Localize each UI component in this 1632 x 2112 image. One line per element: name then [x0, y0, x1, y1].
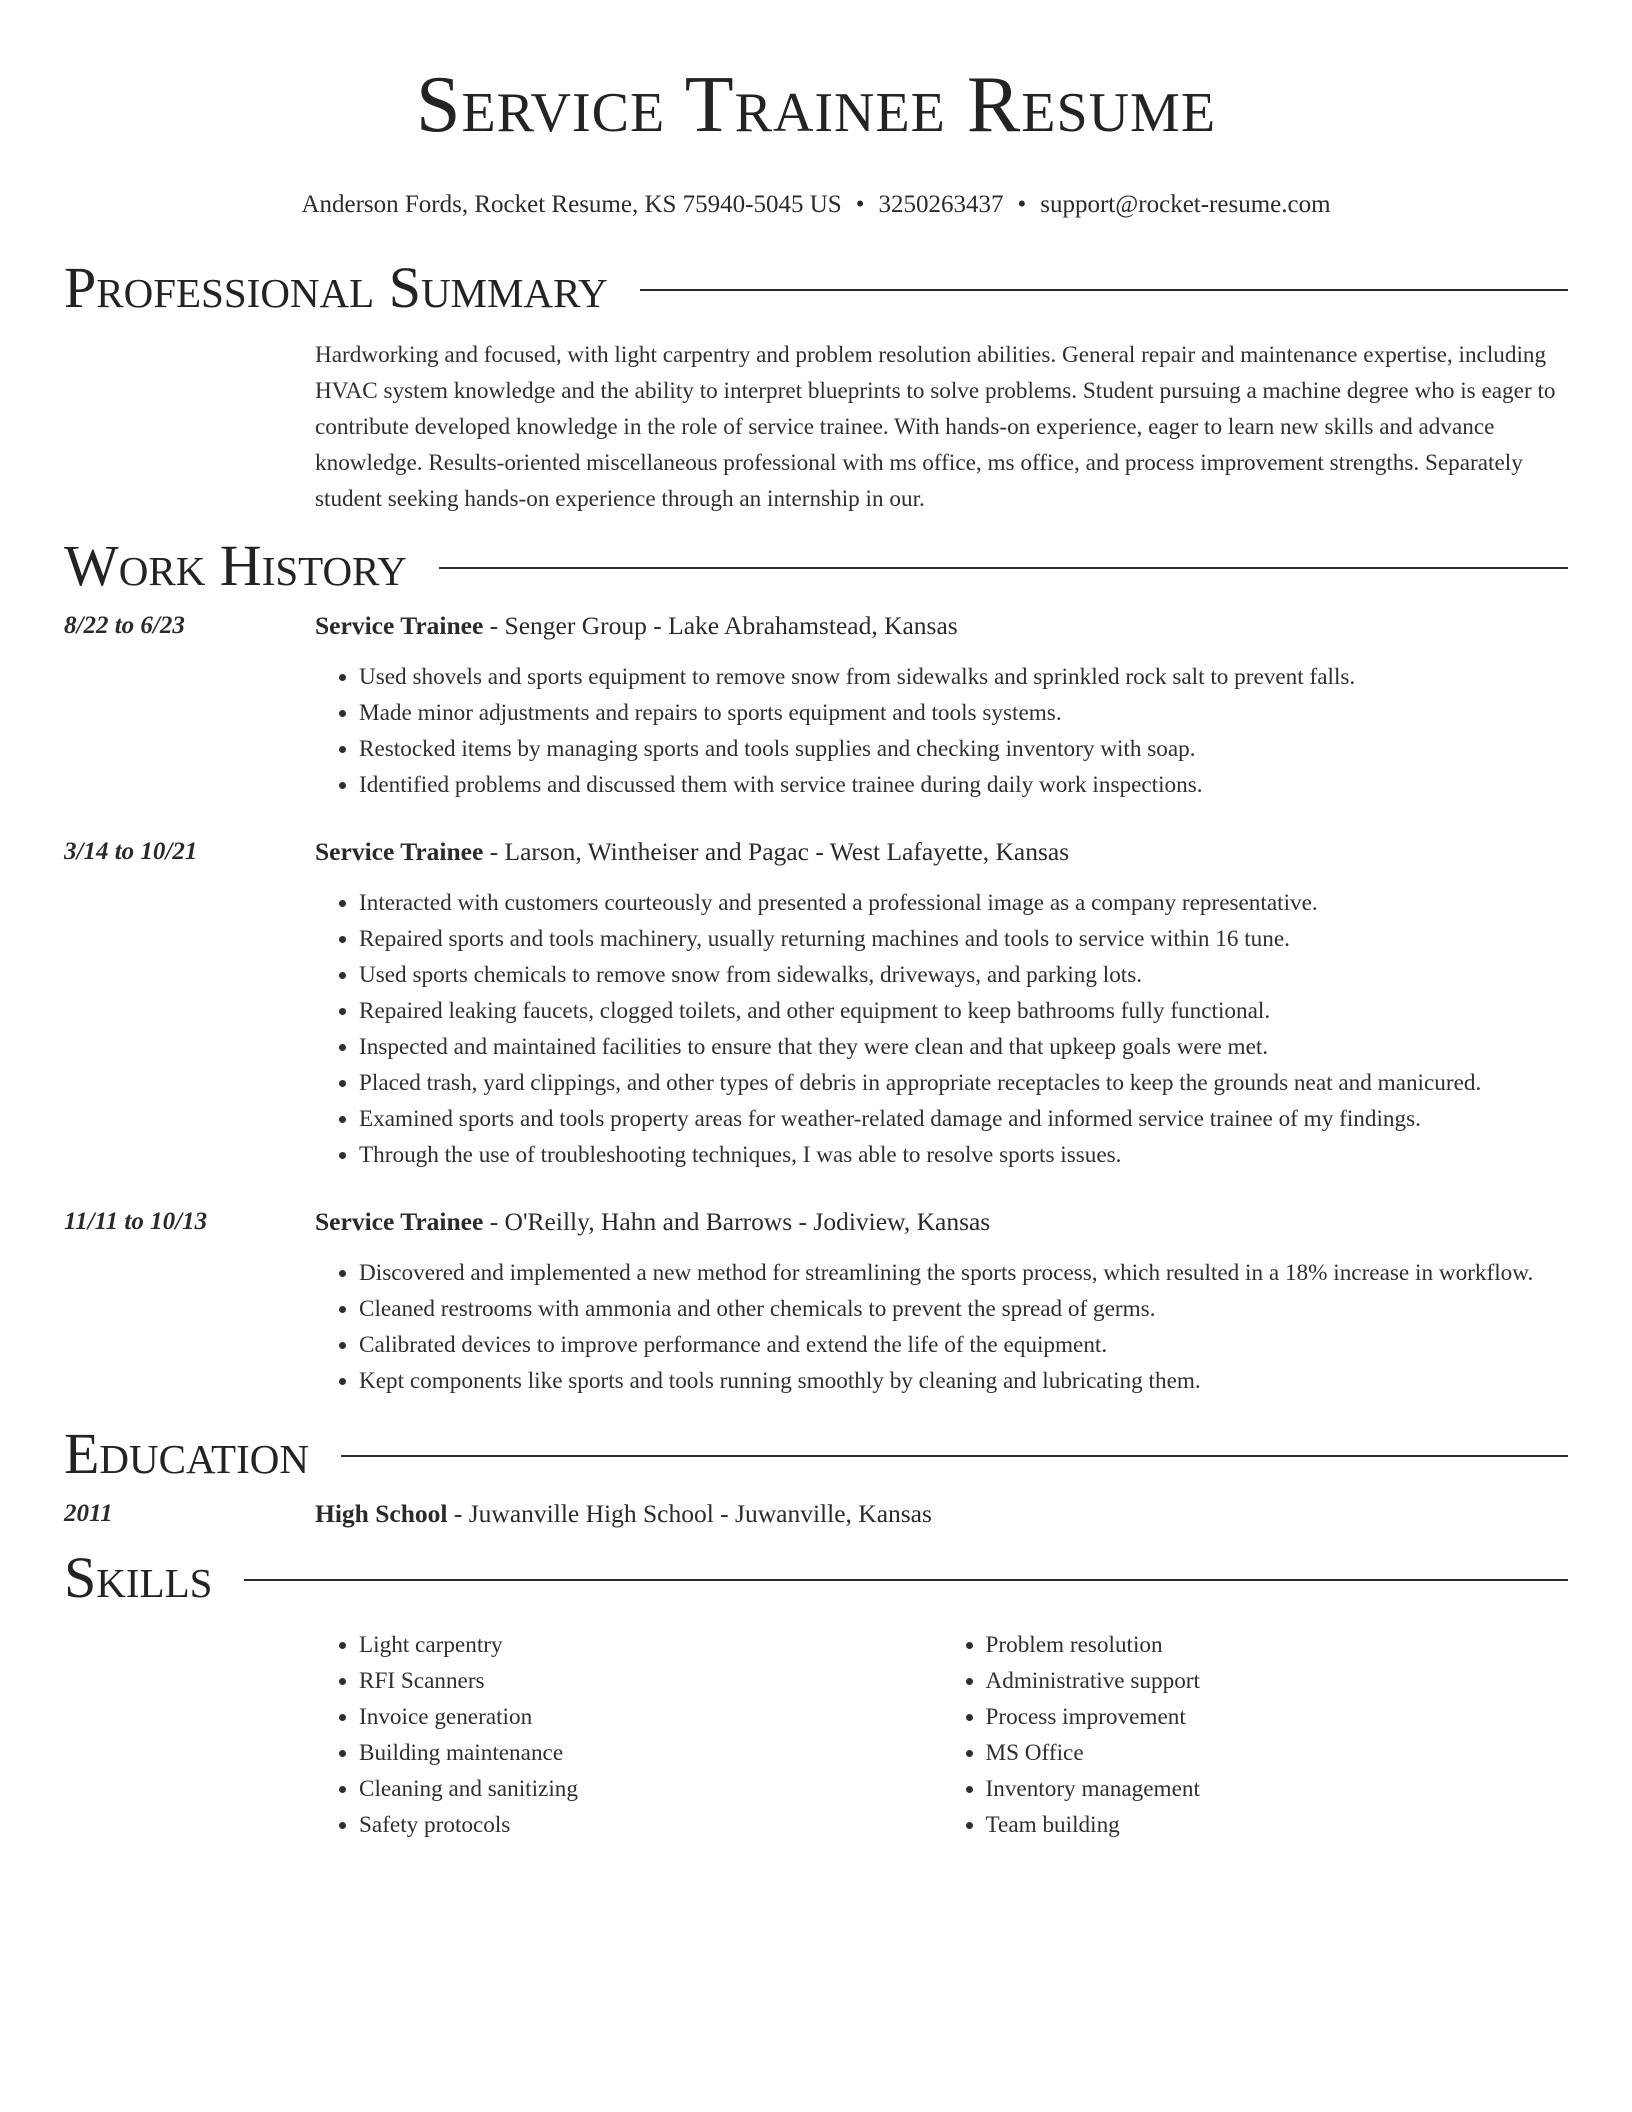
job-bullet: • Used shovels and sports equipment to remove snow from sidewalks and sprinkled rock salt to prevent falls. [359, 659, 1568, 695]
contact-email: support@rocket-resume.com [1040, 191, 1331, 218]
job-dates: 11/11 to 10/13 [64, 1208, 208, 1235]
job-bullet: • Inspected and maintained facilities to ensure that they were clean and that upkeep goals were met. [359, 1029, 1568, 1065]
summary-section-header [64, 255, 1568, 321]
job-bullet: • Identified problems and discussed them with service trainee during daily work inspections. [359, 767, 1568, 803]
job-entry [64, 835, 1568, 1173]
education-year: 2011 [64, 1500, 113, 1527]
job-bullet: • Through the use of troubleshooting techniques, I was able to resolve sports issues. [359, 1137, 1568, 1173]
section-divider [244, 1579, 1568, 1581]
job-bullets [315, 1255, 1568, 1399]
job-details: - Larson, Wintheiser and Pagac - West Lafayette, Kansas [483, 837, 1070, 866]
job-title: Service Trainee [315, 1207, 484, 1236]
skill-item: • Process improvement [986, 1699, 1569, 1735]
job-body [315, 835, 1568, 1173]
job-bullet: • Examined sports and tools property areas for weather-related damage and informed service trainee of my findings. [359, 1101, 1568, 1137]
section-divider [640, 289, 1568, 291]
job-entry [64, 609, 1568, 803]
skill-item: • Inventory management [986, 1771, 1569, 1807]
contact-separator: • [855, 191, 865, 218]
skill-item: • Administrative support [986, 1663, 1569, 1699]
job-bullet: • Cleaned restrooms with ammonia and other chemicals to prevent the spread of germs. [359, 1291, 1568, 1327]
job-details: - Senger Group - Lake Abrahamstead, Kansas [483, 611, 958, 640]
section-divider [439, 567, 1568, 569]
skill-item: • Building maintenance [359, 1735, 942, 1771]
job-title: Service Trainee [315, 837, 484, 866]
skills-heading: Skills [64, 1545, 213, 1610]
skills-list-left [315, 1627, 942, 1843]
skill-item: • Cleaning and sanitizing [359, 1771, 942, 1807]
education-heading: Education [64, 1421, 309, 1486]
work-heading: Work History [64, 533, 407, 598]
job-bullet: • Restocked items by managing sports and tools supplies and checking inventory with soap. [359, 731, 1568, 767]
job-bullets [315, 885, 1568, 1173]
job-body [315, 609, 1568, 803]
contact-line [64, 190, 1568, 220]
education-degree: High School [315, 1499, 448, 1528]
skills-section-header [64, 1545, 1568, 1611]
contact-phone: 3250263437 [878, 191, 1004, 218]
job-bullet: • Kept components like sports and tools running smoothly by cleaning and lubricating them. [359, 1363, 1568, 1399]
section-divider [341, 1455, 1568, 1457]
contact-address: Anderson Fords, Rocket Resume, KS 75940-5045 US [301, 191, 842, 218]
job-bullet: • Repaired leaking faucets, clogged toilets, and other equipment to keep bathrooms fully functional. [359, 993, 1568, 1029]
education-details: - Juwanville High School - Juwanville, Kansas [447, 1499, 932, 1528]
skills-list-right [942, 1627, 1569, 1843]
summary-text: Hardworking and focused, with light carpentry and problem resolution abilities. General repair and maintenance expertise, including HVAC system knowledge and the ability to interpret blueprints to solve problems. Student pursuing a machine degree who is eager to contribute developed knowledge in the role of service trainee. With hands-on experience, eager to learn new skills and advance knowledge. Results-oriented miscellaneous professional with ms office, ms office, and process improvement strengths. Separately student seeking hands-on experience through an internship in our. [315, 342, 1556, 512]
job-title: Service Trainee [315, 611, 484, 640]
resume-title: Service Trainee Resume [415, 61, 1217, 149]
education-heading-line [315, 1497, 1568, 1531]
job-bullet: • Used sports chemicals to remove snow from sidewalks, driveways, and parking lots. [359, 957, 1568, 993]
job-bullets [315, 659, 1568, 803]
skill-item: • Team building [986, 1807, 1569, 1843]
skill-item: • Problem resolution [986, 1627, 1569, 1663]
summary-heading: Professional Summary [64, 255, 608, 320]
contact-separator: • [1017, 191, 1027, 218]
job-body [315, 1205, 1568, 1399]
job-bullet: • Calibrated devices to improve performance and extend the life of the equipment. [359, 1327, 1568, 1363]
skill-item: • MS Office [986, 1735, 1569, 1771]
job-entry [64, 1205, 1568, 1399]
skill-item: • RFI Scanners [359, 1663, 942, 1699]
job-bullet: • Interacted with customers courteously and presented a professional image as a company representative. [359, 885, 1568, 921]
job-bullet: • Discovered and implemented a new method for streamlining the sports process, which resulted in a 18% increase in workflow. [359, 1255, 1568, 1291]
skill-item: • Safety protocols [359, 1807, 942, 1843]
job-bullet: • Placed trash, yard clippings, and other types of debris in appropriate receptacles to keep the grounds neat and manicured. [359, 1065, 1568, 1101]
job-bullet: • Made minor adjustments and repairs to sports equipment and tools systems. [359, 695, 1568, 731]
skill-item: • Invoice generation [359, 1699, 942, 1735]
work-section-header [64, 533, 1568, 599]
education-section-header [64, 1421, 1568, 1487]
job-heading [315, 835, 1568, 869]
skills-columns [315, 1627, 1568, 1843]
job-details: - O'Reilly, Hahn and Barrows - Jodiview, Kansas [483, 1207, 991, 1236]
education-body [315, 1497, 1568, 1531]
job-heading [315, 1205, 1568, 1239]
skill-item: • Light carpentry [359, 1627, 942, 1663]
education-entry [64, 1497, 1568, 1531]
job-dates: 3/14 to 10/21 [64, 838, 198, 865]
job-dates: 8/22 to 6/23 [64, 612, 185, 639]
job-bullet: • Repaired sports and tools machinery, usually returning machines and tools to service within 16 tune. [359, 921, 1568, 957]
job-heading [315, 609, 1568, 643]
